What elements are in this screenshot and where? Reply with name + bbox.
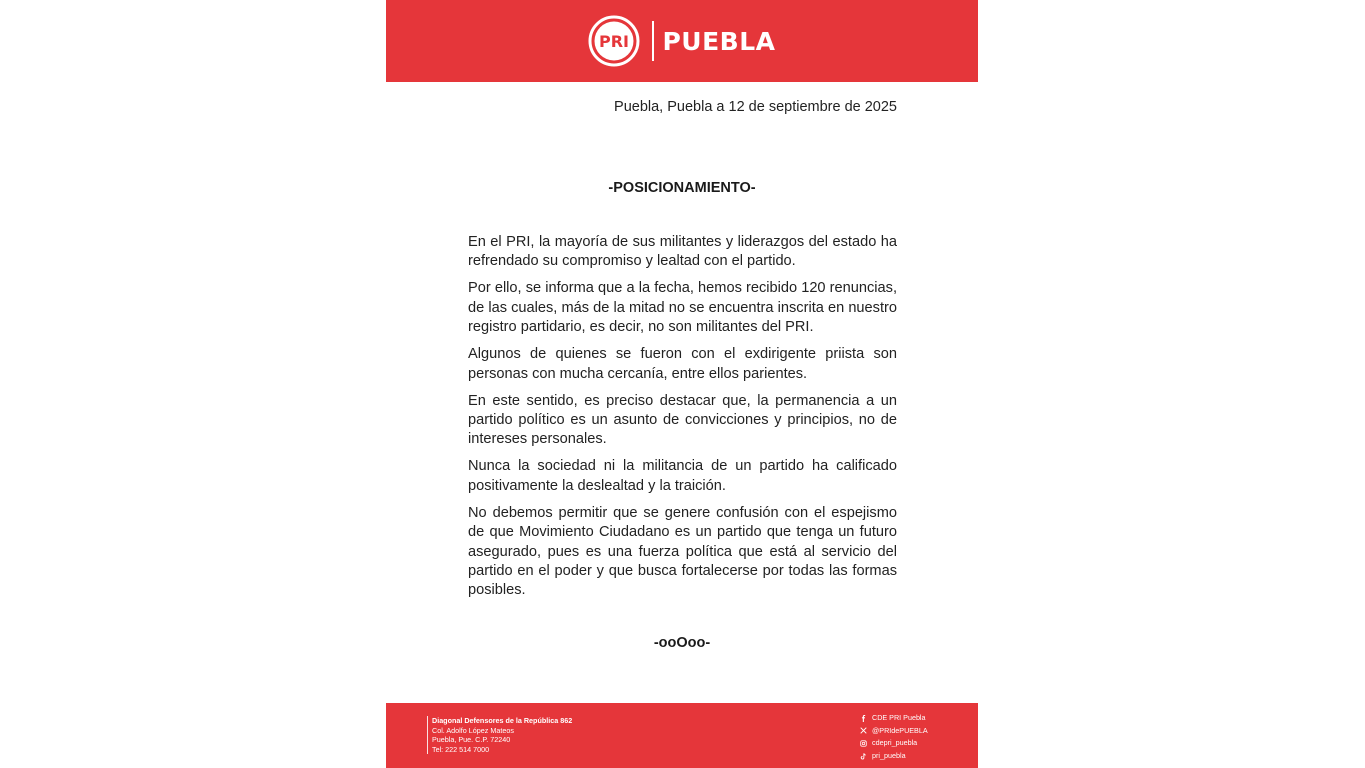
social-links: [860, 712, 928, 762]
facebook-icon: [860, 715, 867, 722]
paragraph: En este sentido, es preciso destacar que, la permanencia a un partido político es un asunto de convicciones y principios, no de intereses personales.: [468, 392, 897, 448]
logo-divider: [652, 21, 654, 61]
paragraph: En el PRI, la mayoría de sus militantes y liderazgos del estado ha refrendado su compromiso y lealtad con el partido.: [468, 234, 897, 270]
paragraph: Algunos de quienes se fueron con el exdirigente priista son personas con mucha cercanía, entre ellos parientes.: [468, 346, 897, 382]
facebook-handle: CDE PRI Puebla: [872, 713, 926, 722]
letterhead-footer: [386, 703, 978, 768]
social-instagram: [860, 737, 928, 750]
x-handle: @PRIdePUEBLA: [872, 725, 928, 735]
document-title: -POSICIONAMIENTO-: [608, 180, 756, 196]
office-address: [427, 716, 572, 754]
brand-name: PUEBLA: [662, 26, 776, 56]
logo-initials: PRI: [599, 32, 630, 51]
address-colony: Col. Adolfo López Mateos: [432, 725, 514, 735]
instagram-icon: [860, 740, 867, 747]
letter-page: [386, 0, 978, 768]
pri-puebla-logo: [588, 15, 775, 67]
date-line: Puebla, Puebla a 12 de septiembre de 2025: [614, 99, 897, 115]
x-icon: [860, 727, 867, 734]
address-street: Diagonal Defensores de la República 862: [432, 716, 573, 725]
tiktok-handle: pri_puebla: [872, 750, 906, 760]
address-city: Puebla, Pue. C.P. 72240: [432, 735, 511, 745]
instagram-handle: cdepri_puebla: [872, 738, 918, 748]
paragraph: Por ello, se informa que a la fecha, hemos recibido 120 renuncias, de las cuales, más de la mitad no se encuentra inscrita en nuestro registro partidario, es decir, no son militantes del PRI.: [468, 280, 897, 336]
address-phone: Tel: 222 514 7000: [432, 744, 490, 754]
paragraph: No debemos permitir que se genere confusión con el espejismo de que Movimiento Ciudadano es un partido que tenga un futuro asegurado, pues es una fuerza política que está al servicio del partido en el poder y que busca fortalecerse por todas las formas posibles.: [468, 504, 897, 599]
closing-mark: -ooOoo-: [653, 635, 711, 651]
letter-body: [468, 233, 897, 608]
social-tiktok: [860, 750, 928, 763]
social-x: [860, 725, 928, 738]
social-facebook: [860, 712, 928, 725]
pri-logo-icon: [588, 15, 640, 67]
letterhead-banner: [386, 0, 978, 82]
tiktok-icon: [860, 753, 867, 760]
paragraph: Nunca la sociedad ni la militancia de un partido ha calificado positivamente la deslealtad y la traición.: [468, 458, 897, 494]
